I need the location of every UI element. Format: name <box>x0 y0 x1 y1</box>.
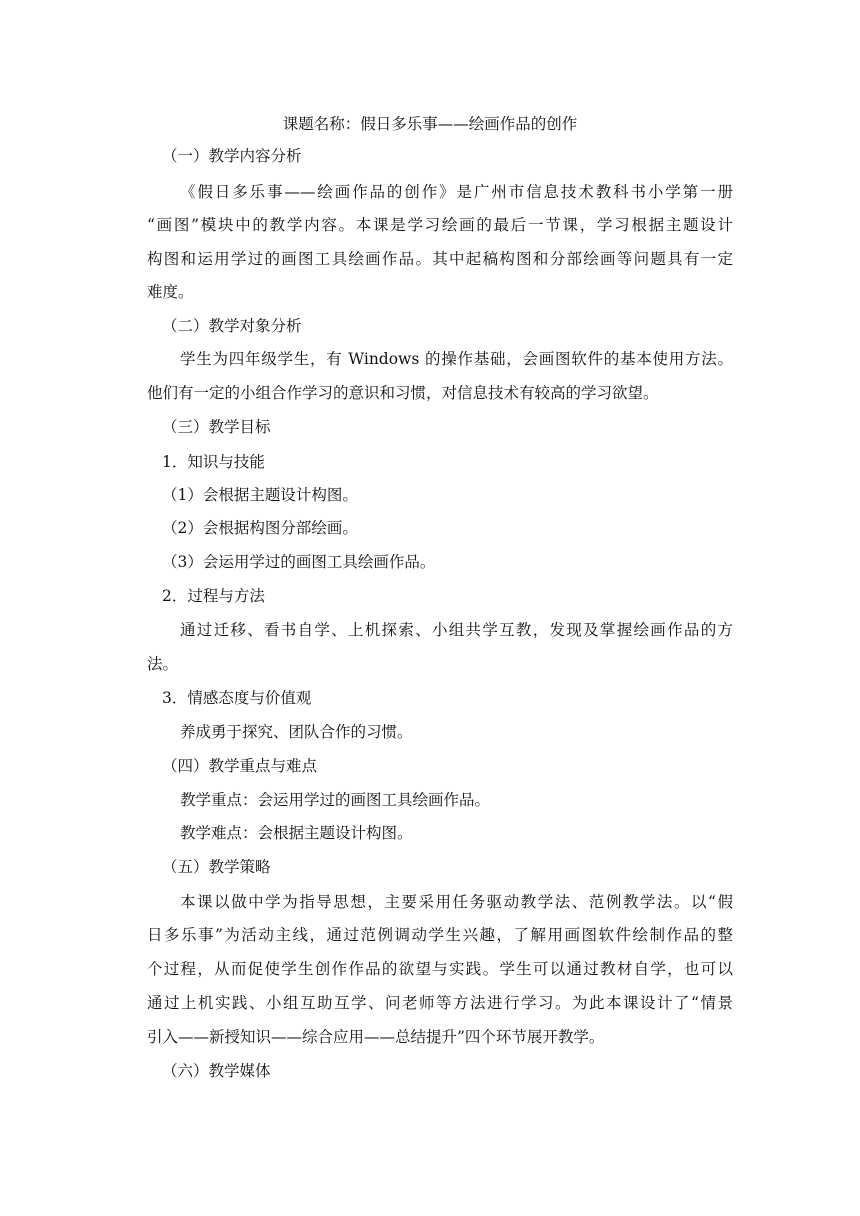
subheading: 1．知识与技能 <box>162 453 265 471</box>
paragraph-line: 日多乐事”为活动主线，通过范例调动学生兴趣，了解用画图软件绘制作品的整 <box>147 926 733 944</box>
paragraph-line: 本课以做中学为指导思想，主要采用任务驱动教学法、范例教学法。以“假 <box>180 893 733 911</box>
section-heading-1: （一）教学内容分析 <box>162 147 302 165</box>
list-item: （2）会根据构图分部绘画。 <box>162 519 358 537</box>
paragraph-line: 通过迁移、看书自学、上机探索、小组共学互教，发现及掌握绘画作品的方 <box>180 621 733 639</box>
subheading: 3．情感态度与价值观 <box>162 689 312 707</box>
section-heading-2: （二）教学对象分析 <box>162 317 302 335</box>
paragraph-line: 学生为四年级学生，有 Windows 的操作基础，会画图软件的基本使用方法。 <box>180 350 733 368</box>
paragraph-line: 教学难点：会根据主题设计构图。 <box>180 824 413 842</box>
paragraph-line: 个过程，从而促使学生创作作品的欲望与实践。学生可以通过教材自学，也可以 <box>147 960 733 978</box>
subheading: 2．过程与方法 <box>162 587 265 605</box>
paragraph-line: 法。 <box>147 655 179 673</box>
paragraph-line: 难度。 <box>147 283 194 301</box>
paragraph-line: 养成勇于探究、团队合作的习惯。 <box>180 723 413 741</box>
section-heading-4: （四）教学重点与难点 <box>162 757 318 775</box>
document-title: 课题名称：假日多乐事——绘画作品的创作 <box>282 115 578 133</box>
section-heading-5: （五）教学策略 <box>162 858 271 876</box>
list-item: （3）会运用学过的画图工具绘画作品。 <box>162 553 436 571</box>
paragraph-line: 教学重点：会运用学过的画图工具绘画作品。 <box>180 791 491 809</box>
paragraph-line: 《假日多乐事——绘画作品的创作》是广州市信息技术教科书小学第一册 <box>180 183 733 201</box>
paragraph-line: “画图”模块中的教学内容。本课是学习绘画的最后一节课，学习根据主题设计 <box>147 216 733 234</box>
paragraph-line: 通过上机实践、小组互助互学、问老师等方法进行学习。为此本课设计了“情景 <box>147 994 733 1012</box>
section-heading-6: （六）教学媒体 <box>162 1062 271 1080</box>
list-item: （1）会根据主题设计构图。 <box>162 486 358 504</box>
paragraph-line: 引入——新授知识——综合应用——总结提升”四个环节展开教学。 <box>147 1028 605 1046</box>
paragraph-line: 构图和运用学过的画图工具绘画作品。其中起稿构图和分部绘画等问题具有一定 <box>147 250 733 268</box>
section-heading-3: （三）教学目标 <box>162 418 271 436</box>
paragraph-line: 他们有一定的小组合作学习的意识和习惯，对信息技术有较高的学习欲望。 <box>147 384 659 402</box>
